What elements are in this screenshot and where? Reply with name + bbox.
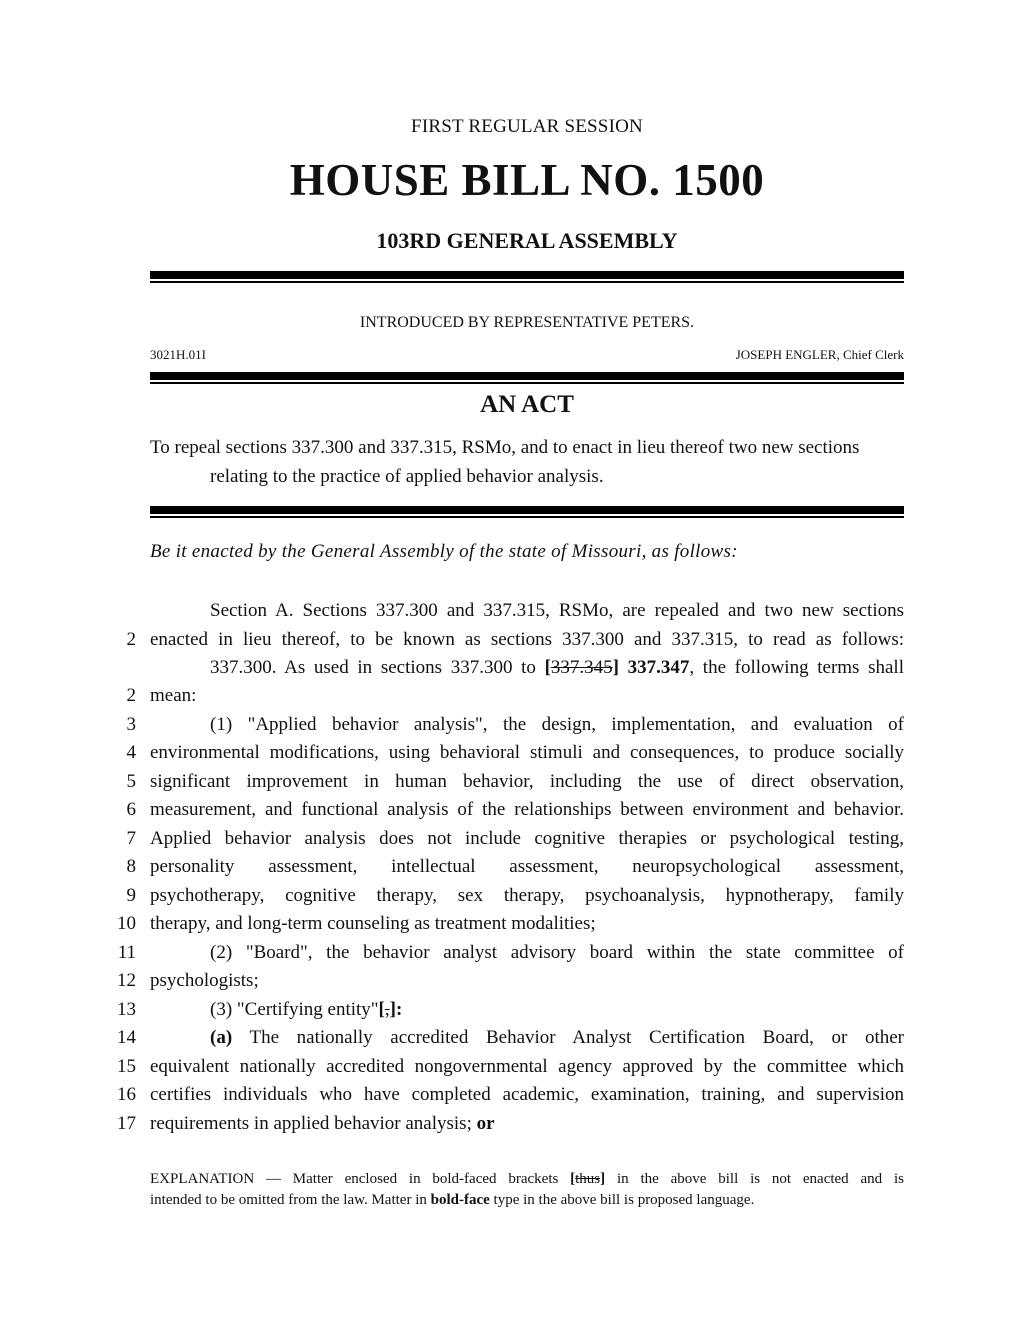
bill-line: certifies individuals who have completed academic, examination, training, and supervision <box>150 1084 904 1105</box>
line-number: 7 <box>126 828 136 849</box>
bill-line-17 <box>150 1110 904 1138</box>
bill-line: significant improvement in human behavior, including the use of direct observation, <box>150 771 904 792</box>
bill-line: psychologists; <box>150 970 259 991</box>
bracket-open: [ <box>570 1171 576 1187</box>
line-number: 4 <box>126 742 136 763</box>
struck-text: , <box>384 999 390 1020</box>
bill-line-14 <box>150 1024 904 1052</box>
intro-text: 337.300. As used in sections 337.300 to <box>210 657 545 678</box>
bill-line: (1) "Applied behavior analysis", the design, implementation, and evaluation of <box>210 714 904 735</box>
bill-line: therapy, and long-term counseling as treatment modalities; <box>150 913 596 934</box>
line-number: 9 <box>126 885 136 906</box>
header-rule-thin <box>150 281 904 283</box>
line-number: 11 <box>117 942 136 963</box>
bold-face-label: bold-face <box>430 1192 490 1208</box>
bill-line: (2) "Board", the behavior analyst advisory board within the state committee of <box>210 942 904 963</box>
act-title-line-2: relating to the practice of applied behavior analysis. <box>210 466 604 487</box>
line-number: 10 <box>117 913 136 934</box>
title-rule-thin <box>150 516 904 518</box>
struck-text: 337.345 <box>550 657 613 678</box>
line-number: 17 <box>117 1113 136 1134</box>
an-act-heading: AN ACT <box>480 391 574 418</box>
new-text: or <box>471 1113 495 1134</box>
line-number: 13 <box>117 999 136 1020</box>
line-17-text: requirements in applied behavior analysis; <box>150 1113 472 1134</box>
line-number: 14 <box>117 1027 136 1048</box>
explanation-text: intended to be omitted from the law. Matter in <box>150 1192 431 1208</box>
bill-line-13 <box>150 996 904 1024</box>
new-text: : <box>395 999 403 1020</box>
explanation-text: EXPLANATION — Matter enclosed in bold-faced brackets <box>150 1171 571 1187</box>
line-number: 2 <box>126 685 136 706</box>
bill-line: environmental modifications, using behavioral stimuli and consequences, to produce socially <box>150 742 904 763</box>
intro-text-end: , the following terms shall <box>689 657 904 678</box>
explanation-text: in the above bill is not enacted and is <box>605 1171 904 1187</box>
assembly-label: 103RD GENERAL ASSEMBLY <box>376 228 678 253</box>
bill-title: HOUSE BILL NO. 1500 <box>289 155 765 205</box>
line-number: 6 <box>126 799 136 820</box>
introduced-by: INTRODUCED BY REPRESENTATIVE PETERS. <box>359 314 695 331</box>
line-number: 3 <box>126 714 136 735</box>
chief-clerk: JOSEPH ENGLER, Chief Clerk <box>735 347 904 362</box>
bill-line: mean: <box>150 685 197 706</box>
line-number: 2 <box>126 629 136 650</box>
line-number: 16 <box>117 1084 136 1105</box>
act-rule-thick <box>150 372 904 380</box>
explanation-row-1 <box>150 1169 904 1190</box>
bill-line: Applied behavior analysis does not include cognitive therapies or psychological testing, <box>150 828 904 849</box>
line-number: 12 <box>117 970 136 991</box>
bracket-close: ] <box>389 999 396 1020</box>
bracket-open: [ <box>378 999 385 1020</box>
new-text: 337.347 <box>618 657 690 678</box>
explanation-row-2 <box>150 1190 904 1211</box>
subdivision-a-text: The nationally accredited Behavior Analyst Certification Board, or other <box>232 1027 904 1048</box>
bill-line: personality assessment, intellectual assessment, neuropsychological assessment, <box>150 856 904 877</box>
section-a-line-2: enacted in lieu thereof, to be known as sections 337.300 and 337.315, to read as follows: <box>150 629 904 650</box>
bracket-open: [ <box>544 657 551 678</box>
header-rule-thick <box>150 271 904 279</box>
section-a-line-1: Section A. Sections 337.300 and 337.315, RSMo, are repealed and two new sections <box>210 600 904 621</box>
certifying-entity-text: (3) "Certifying entity" <box>210 999 379 1020</box>
bill-line: measurement, and functional analysis of the relationships between environment and behavior. <box>150 799 904 820</box>
line-number: 15 <box>117 1056 136 1077</box>
bill-line: equivalent nationally accredited nongovernmental agency approved by the committee which <box>150 1056 904 1077</box>
bracket-close: ] <box>612 657 619 678</box>
act-rule-thin <box>150 382 904 384</box>
section-337-300-intro <box>150 654 904 682</box>
bill-code: 3021H.01I <box>150 347 206 362</box>
explanation-text: type in the above bill is proposed language. <box>489 1192 755 1208</box>
enacting-clause: Be it enacted by the General Assembly of the state of Missouri, as follows: <box>150 541 738 562</box>
title-rule-thick <box>150 506 904 514</box>
session-label: FIRST REGULAR SESSION <box>411 116 643 137</box>
bracket-close: ] <box>600 1171 606 1187</box>
subdivision-a-label: (a) <box>210 1027 233 1048</box>
line-number: 8 <box>126 856 136 877</box>
line-number: 5 <box>126 771 136 792</box>
explanation-note <box>150 1169 904 1211</box>
bill-line: psychotherapy, cognitive therapy, sex therapy, psychoanalysis, hypnotherapy, family <box>150 885 904 906</box>
act-title-line-1: To repeal sections 337.300 and 337.315, RSMo, and to enact in lieu thereof two new sections <box>150 437 860 458</box>
struck-text: thus <box>575 1171 601 1187</box>
